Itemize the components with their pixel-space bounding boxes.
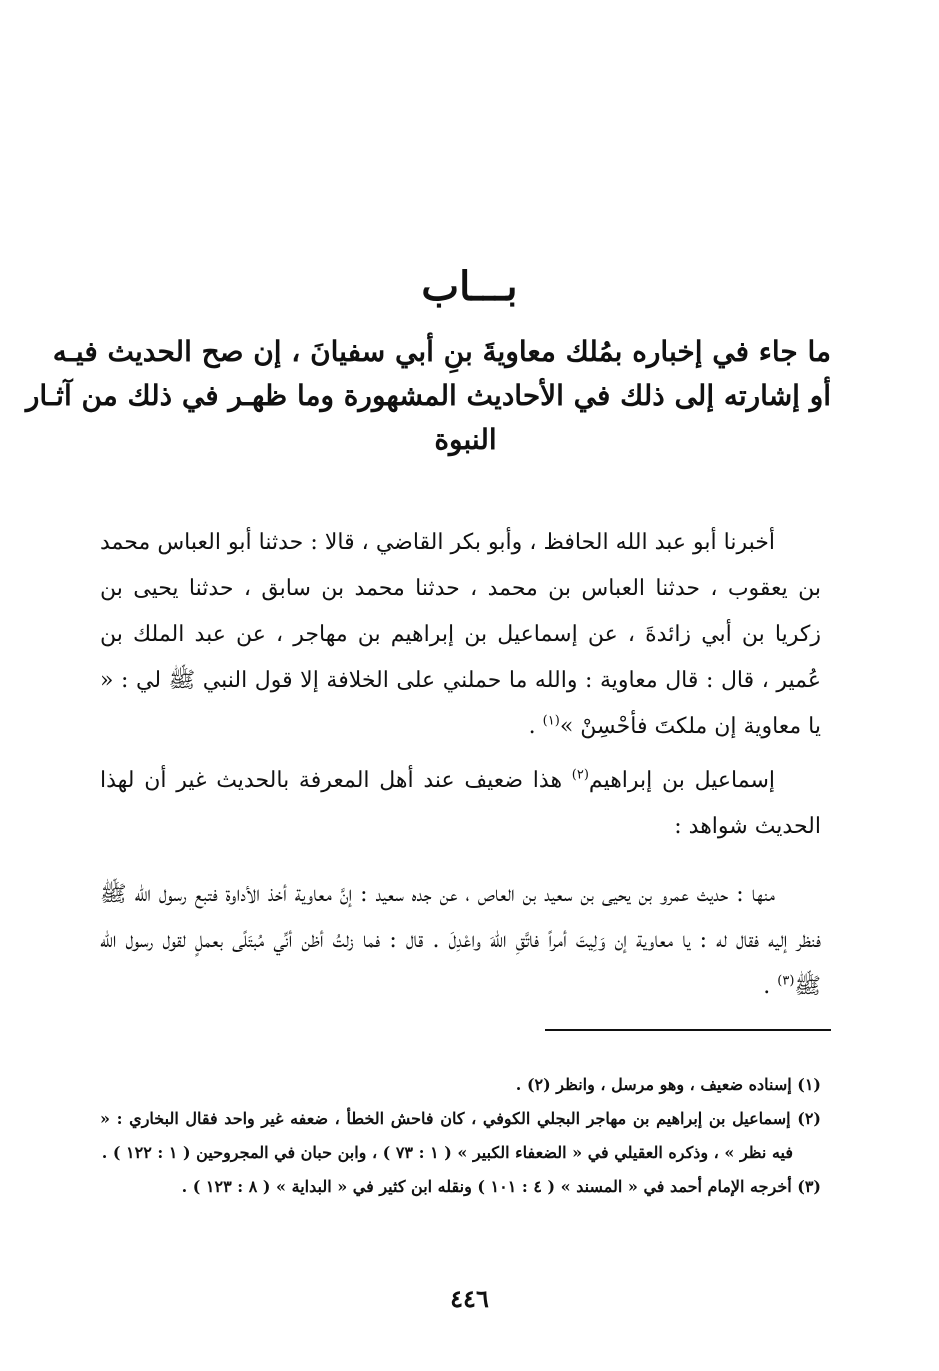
paragraph-text: أخبرنا أبو عبد الله الحافظ ، وأبو بكر القاضي ، قالا : حدثنا أبو العباس محمد بن يعقوب ، حدثنا العباس بن محمد ، حدثنا محمد بن سابق ، حدثنا يحيى بن زكريا بن أبي زائدةَ ، عن إسماعيل بن إبراهيم بن مهاجر ، عن عبد الملك بن عُمير ، قال : قال معاوية : والله ما حملني على الخلافة إلا قول النبي ﷺ لي : « يا معاوية إن ملكتَ فأحْسِنْ »	[100, 530, 821, 739]
footnote-2: (٢) إسماعيل بن إبراهيم بن مهاجر البجلي الكوفي ، كان فاحش الخطأ ، ضعفه غير واحد فقال البخاري : « فيه نظر » ، وذكره العقيلي في « الضعفاء الكبير » ( ١ : ٧٣ ) ، وابن حبان في المجروحين ( ١ : ١٢٢ ) .	[100, 1109, 821, 1162]
footnote-1: (١) إسناده ضعيف ، وهو مرسل ، وانظر (٢) .	[515, 1075, 821, 1094]
footnote-ref: (٣)	[777, 973, 795, 989]
paragraph-end: .	[763, 974, 778, 999]
body-paragraph-2	[100, 758, 821, 850]
paragraph-text: هذا ضعيف عند أهل المعرفة بالحديث غير أن لهذا الحديث شواهد :	[100, 768, 821, 839]
body-paragraph-1	[100, 520, 821, 750]
chapter-title-line: النبوة	[434, 423, 497, 456]
chapter-title-line: أو إشارته إلى ذلك في الأحاديث المشهورة وما ظهـر في ذلك من آثـار	[25, 379, 831, 412]
footnote-divider	[545, 1029, 831, 1031]
paragraph-text: منها : حديث عمرو بن يحيى بن سعيد بن العاص ، عن جده سعيد : إنَّ معاوية أخذ الأداوة فتبع رسول الله ﷺ فنظر إليه فقال له : يا معاوية إن وَلِيتَ أمراً فاتَّقِ اللهَ واعْدِلَ . قال : فما زلتُ أظن أنِّي مُبتَلًى بعملٍ لقول رسول الله ﷺ	[100, 882, 821, 999]
body-paragraph-3	[100, 872, 821, 1010]
footnote-ref: (١)	[542, 713, 560, 729]
chapter-title-line: ما جاء في إخباره بمُلك معاويةَ بنِ أبي سفيانَ ، إن صح الحديث فيـه	[52, 335, 831, 368]
chapter-title	[25, 330, 831, 462]
page-number: ٤٤٦	[450, 1284, 489, 1313]
paragraph-end: .	[528, 714, 543, 739]
footnotes-section	[100, 1068, 821, 1204]
footnote-ref: (٢)	[571, 767, 589, 783]
chapter-heading: بـــاب	[421, 263, 518, 310]
footnote-3: (٣) أخرجه الإمام أحمد في « المسند » ( ٤ : ١٠١ ) ونقله ابن كثير في « البداية » ( ٨ : ١٢٣ ) .	[181, 1177, 821, 1196]
paragraph-text: إسماعيل بن إبراهيم	[588, 768, 775, 793]
